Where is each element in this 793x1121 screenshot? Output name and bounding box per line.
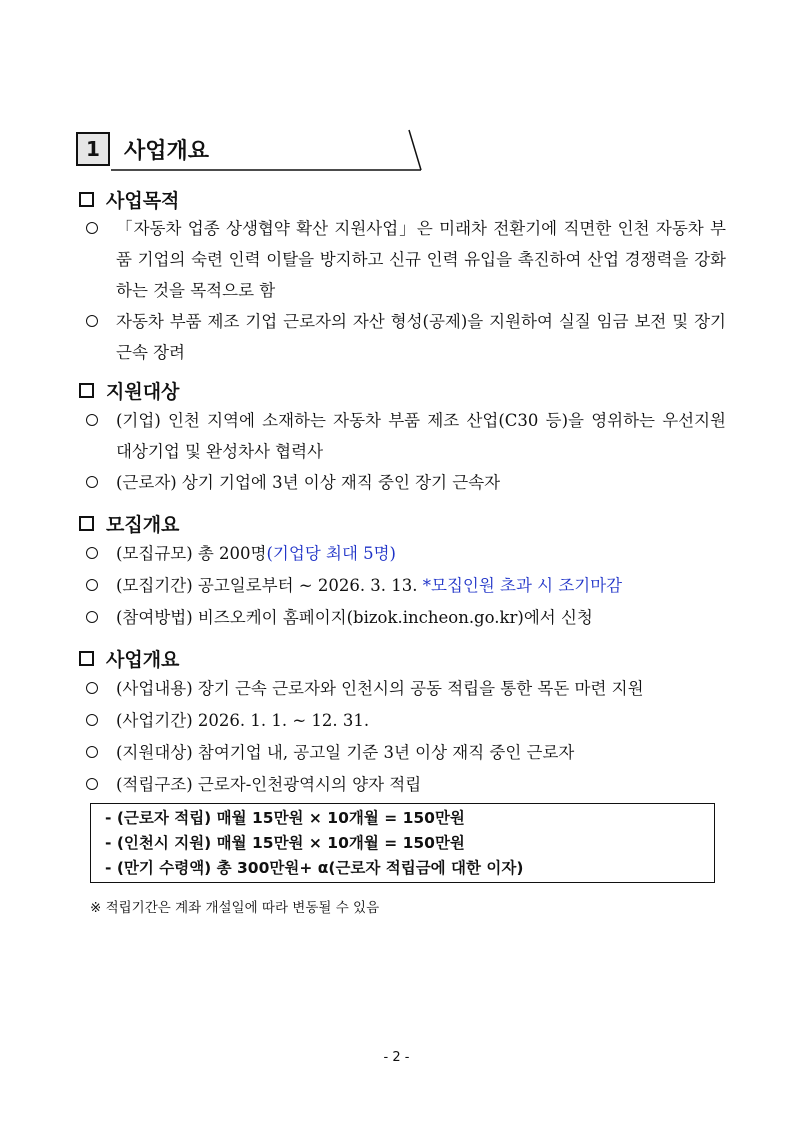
list-item: [86, 213, 726, 306]
heading-target-label: 지원대상: [106, 381, 180, 403]
list-item: [86, 769, 726, 800]
circle-bullet-icon: [86, 222, 98, 234]
list-item-text: (기업) 인천 지역에 소재하는 자동차 부품 제조 산업(C30 등)을 영위하는 우선지원 대상기업 및 완성차사 협력사: [116, 411, 726, 461]
circle-bullet-icon: [86, 778, 98, 790]
box-line: - (근로자 적립) 매월 15만원 × 10개월 = 150만원: [105, 809, 465, 827]
list-item-text: (사업기간) 2026. 1. 1. ~ 12. 31.: [116, 711, 370, 730]
circle-bullet-icon: [86, 547, 98, 559]
heading-target: [79, 377, 179, 404]
section-number: 1: [76, 132, 110, 166]
circle-bullet-icon: [86, 746, 98, 758]
section-title: 사업개요: [124, 139, 210, 164]
list-item-text: 자동차 부품 제조 기업 근로자의 자산 형성(공제)을 지원하여 실질 임금 보전 및 장기근속 장려: [116, 312, 726, 362]
box-line: - (만기 수령액) 총 300만원+ α(근로자 적립금에 대한 이자): [105, 859, 524, 877]
list-item-text: (모집규모) 총 200명: [116, 544, 267, 563]
list-item: [86, 673, 726, 704]
list-item: [86, 467, 726, 498]
list-item: [86, 705, 726, 736]
list-item: [86, 538, 726, 569]
heading-recruit-label: 모집개요: [106, 514, 180, 536]
circle-bullet-icon: [86, 315, 98, 327]
heading-overview: [79, 645, 179, 672]
list-item: [86, 570, 726, 601]
checkbox-square-icon: [79, 192, 94, 207]
list-item: [86, 405, 726, 467]
circle-bullet-icon: [86, 579, 98, 591]
heading-purpose: [79, 186, 179, 213]
list-item-text: (모집기간) 공고일로부터 ~ 2026. 3. 13.: [116, 576, 423, 595]
circle-bullet-icon: [86, 414, 98, 426]
heading-purpose-label: 사업목적: [106, 190, 180, 212]
checkbox-square-icon: [79, 651, 94, 666]
savings-structure-box: [90, 803, 715, 883]
circle-bullet-icon: [86, 682, 98, 694]
section-header: [76, 128, 422, 172]
list-item-text: (참여방법) 비즈오케이 홈페이지(bizok.incheon.go.kr)에서 신청: [116, 608, 593, 627]
heading-recruit: [79, 510, 179, 537]
list-item-text: 「자동차 업종 상생협약 확산 지원사업」은 미래차 전환기에 직면한 인천 자동차 부품 기업의 숙련 인력 이탈을 방지하고 신규 인력 유입을 촉진하여 산업 경쟁력을 강화하는 것을 목적으로 함: [116, 219, 726, 300]
heading-overview-label: 사업개요: [106, 649, 180, 671]
list-item: [86, 306, 726, 368]
checkbox-square-icon: [79, 516, 94, 531]
circle-bullet-icon: [86, 611, 98, 623]
highlight-text: *모집인원 초과 시 조기마감: [422, 576, 623, 595]
list-item-text: (지원대상) 참여기업 내, 공고일 기준 3년 이상 재직 중인 근로자: [116, 743, 575, 762]
highlight-text: (기업당 최대 5명): [266, 544, 396, 563]
list-item: [86, 737, 726, 768]
list-item: [86, 602, 726, 633]
list-item-text: (사업내용) 장기 근속 근로자와 인천시의 공동 적립을 통한 목돈 마련 지원: [116, 679, 644, 698]
footnote: ※ 적립기간은 계좌 개설일에 따라 변동될 수 있음: [90, 900, 380, 916]
box-line: - (인천시 지원) 매월 15만원 × 10개월 = 150만원: [105, 834, 465, 852]
list-item-text: (적립구조) 근로자-인천광역시의 양자 적립: [116, 775, 422, 794]
circle-bullet-icon: [86, 476, 98, 488]
page-number: - 2 -: [383, 1050, 410, 1065]
circle-bullet-icon: [86, 714, 98, 726]
checkbox-square-icon: [79, 383, 94, 398]
list-item-text: (근로자) 상기 기업에 3년 이상 재직 중인 장기 근속자: [116, 473, 501, 492]
